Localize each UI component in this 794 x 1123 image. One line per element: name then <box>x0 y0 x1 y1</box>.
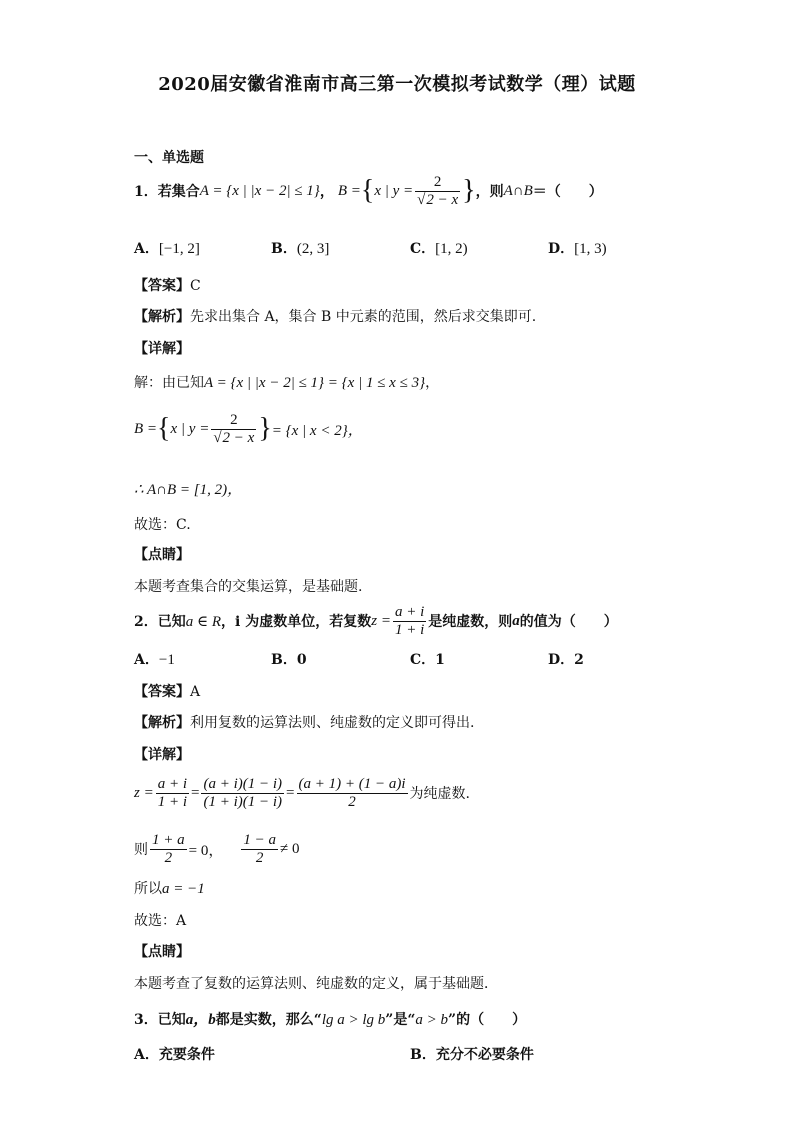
choose-line: 故选：A <box>134 913 187 929</box>
solution-line: 所以a = −1 <box>134 881 205 897</box>
solution-line: 则 $\frac{1 + a}{2}$ = 0， $\frac{1 - a}{2}$ ≠ 0 <box>134 832 300 866</box>
question-1-option-a: A．[−1, 2] <box>134 241 200 257</box>
fraction: $\frac{2}{√2 - x}$ <box>417 174 459 208</box>
question-2-option-a: A．−1 <box>134 652 175 668</box>
question-number: 1． <box>134 184 158 200</box>
question-3-stem: 3．已知a，b都是实数，那么“lg a > lg b”是“a > b”的（ ） <box>134 1012 527 1028</box>
comment-text: 本题考查集合的交集运算，是基础题. <box>134 579 363 595</box>
question-2-option-b: B．0 <box>271 652 307 668</box>
comment-heading: 【点睛】 <box>134 944 190 960</box>
comment-heading: 【点睛】 <box>134 547 190 563</box>
question-1-option-b: B．(2, 3] <box>271 241 330 257</box>
question-1-stem: 1． 若集合 A = {x | |x − 2| ≤ 1} ， B = { x | y = $\frac{2}{√2 - x}$ } ，则 A∩B ＝（ ） <box>134 174 603 208</box>
fraction: $\frac{2}{√2 - x}$ <box>213 412 255 446</box>
comment-text: 本题考查了复数的运算法则、纯虚数的定义，属于基础题． <box>134 976 498 992</box>
question-2-option-d: D．2 <box>548 652 584 668</box>
fraction: $\frac{1 + a}{2}$ <box>152 832 185 866</box>
question-number: 3． <box>134 1012 158 1028</box>
question-3-option-a: A．充要条件 <box>134 1047 215 1063</box>
answer-line: 【答案】C <box>134 278 201 294</box>
question-3-option-b: B．充分不必要条件 <box>410 1047 534 1063</box>
fraction: $\frac{(a + i)(1 - i)}{(1 + i)(1 - i)}$ <box>203 776 283 810</box>
choose-line: 故选：C. <box>134 517 191 533</box>
fraction: $\frac{1 - a}{2}$ <box>243 832 276 866</box>
question-2-stem: 2． 已知 a ∈ R ，i 为虚数单位，若复数 z = $\frac{a + i}{1 + i}$ 是纯虚数，则 a 的值为（ ） <box>134 604 618 638</box>
detail-heading: 【详解】 <box>134 747 190 763</box>
analysis-line: 【解析】先求出集合 A，集合 B 中元素的范围，然后求交集即可. <box>134 309 537 325</box>
question-1-option-d: D．[1, 3) <box>548 241 607 257</box>
solution-line: z = $\frac{a + i}{1 + i}$ = $\frac{(a + i)(1 - i)}{(1 + i)(1 - i)}$ = $\frac{(a + 1) + (1 - a)i}{2}$ 为纯虚数. <box>134 776 470 810</box>
set-a-math: A = {x | |x − 2| ≤ 1} <box>199 182 320 199</box>
question-number: 2． <box>134 614 158 630</box>
solution-line: 解：由已知A = {x | |x − 2| ≤ 1} = {x | 1 ≤ x ≤ 3}， <box>134 375 440 391</box>
question-1-option-c: C．[1, 2) <box>410 241 468 257</box>
fraction: $\frac{a + i}{1 + i}$ <box>157 776 188 810</box>
solution-line: ∴ A∩B = [1, 2)， <box>134 482 243 498</box>
section-heading: 一、单选题 <box>134 150 204 166</box>
fraction: $\frac{(a + 1) + (1 - a)i}{2}$ <box>298 776 406 810</box>
detail-heading: 【详解】 <box>134 341 190 357</box>
fraction: $\frac{a + i}{1 + i}$ <box>394 604 425 638</box>
page-title: 2020届安徽省淮南市高三第一次模拟考试数学（理）试题 <box>158 74 636 95</box>
answer-line: 【答案】A <box>134 684 201 700</box>
analysis-line: 【解析】利用复数的运算法则、纯虚数的定义即可得出. <box>134 715 475 731</box>
solution-line: B = { x | y = $\frac{2}{√2 - x}$ } = {x | x < 2}， <box>134 412 363 446</box>
question-2-option-c: C．1 <box>410 652 445 668</box>
